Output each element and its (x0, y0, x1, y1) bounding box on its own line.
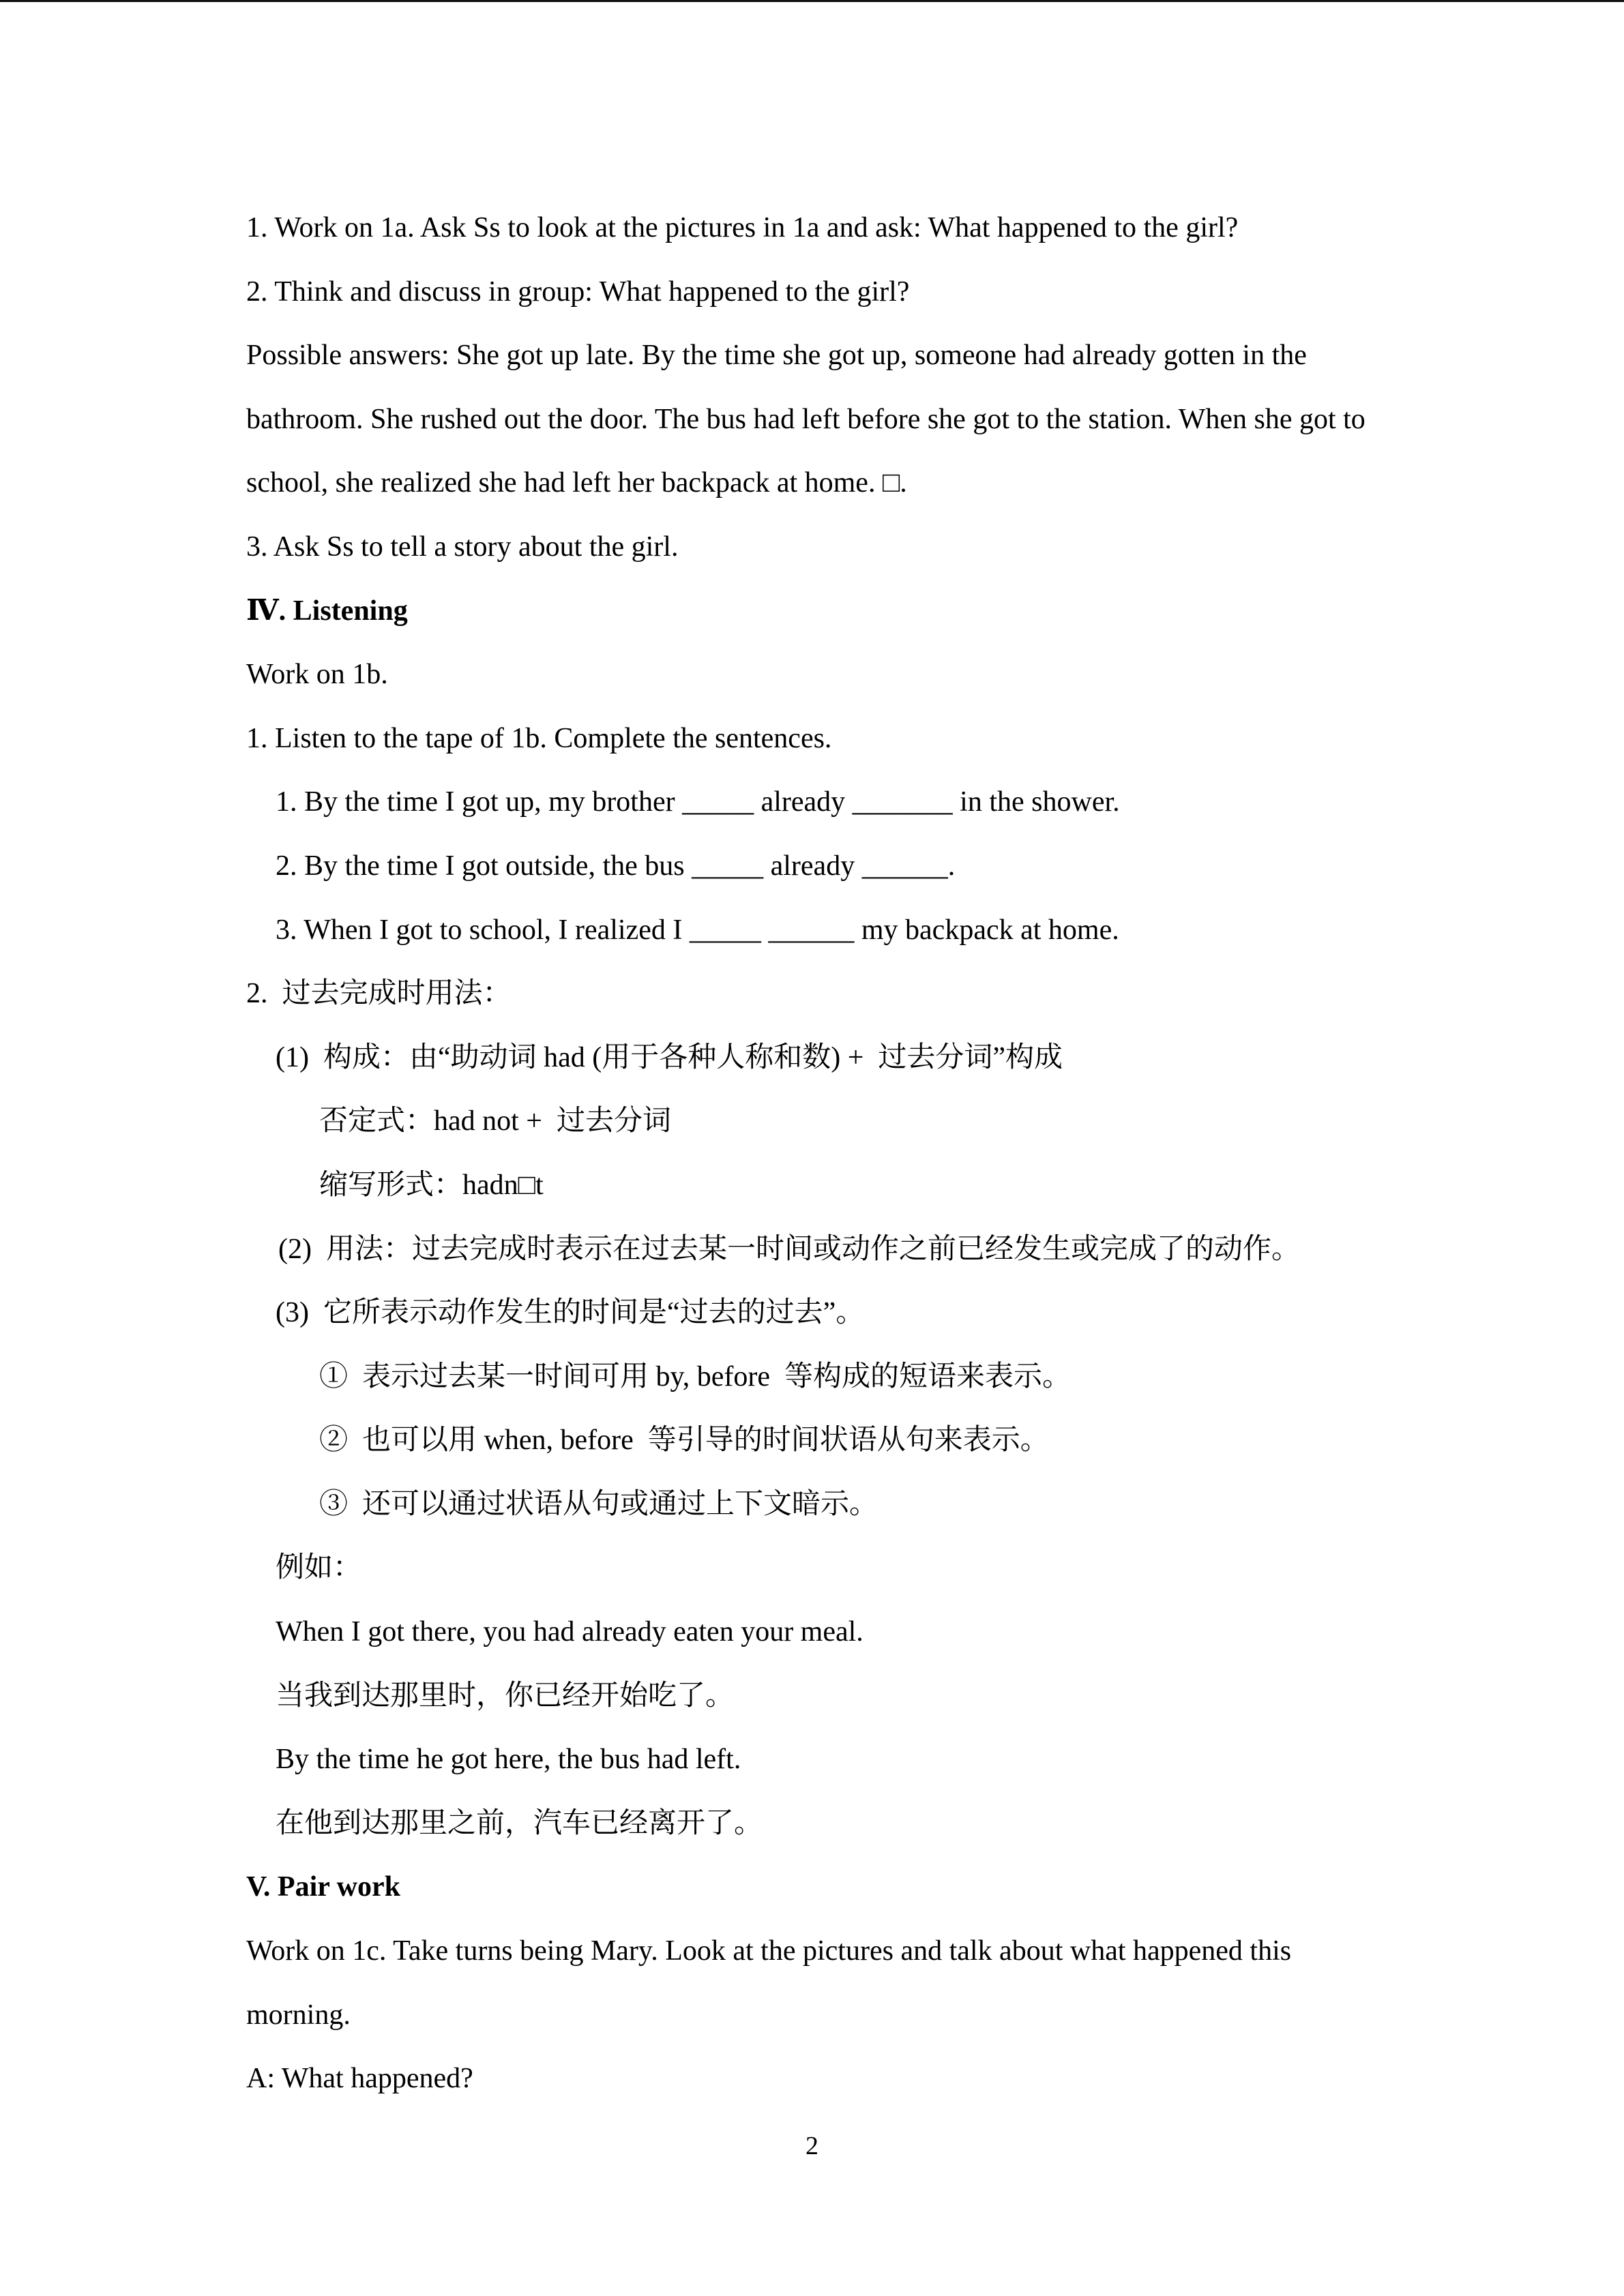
grammar-time: (3) 它所表示动作发生的时间是“过去的过去”。 (276, 1297, 865, 1329)
possible-answers-line-1: Possible answers: She got up late. By the time she got up, someone had already gotten in the (246, 340, 1307, 372)
examples-label: 例如： (276, 1552, 362, 1584)
listening-heading: Ⅳ. Listening (246, 595, 408, 627)
presentation-step-3: 3. Ask Ss to tell a story about the girl. (246, 531, 679, 563)
listening-sentence-1: 1. By the time I got up, my brother _____ already _______ in the shower. (276, 786, 1120, 818)
grammar-usage: (2) 用法：过去完成时表示在过去某一时间或动作之前已经发生或完成了的动作。 (278, 1233, 1300, 1265)
presentation-step-2: 2. Think and discuss in group: What happened to the girl? (246, 275, 910, 308)
pair-work-instruction-line-2: morning. (246, 1999, 351, 2031)
listening-intro: Work on 1b. (246, 659, 388, 691)
top-border (0, 0, 1624, 2)
pair-work-instruction-line-1: Work on 1c. Take turns being Mary. Look at the pictures and talk about what happened this (246, 1935, 1292, 1967)
dialogue-line-1: A: What happened? (246, 2063, 473, 2095)
page-number: 2 (806, 2132, 818, 2160)
listening-sentence-2: 2. By the time I got outside, the bus _____ already ______. (276, 850, 956, 882)
document-body (0, 196, 1624, 2111)
presentation-step-1: 1. Work on 1a. Ask Ss to look at the pictures in 1a and ask: What happened to the girl? (246, 212, 1239, 243)
example-2-chinese: 在他到达那里之前，汽车已经离开了。 (276, 1807, 763, 1839)
example-2-english: By the time he got here, the bus had left. (276, 1744, 741, 1776)
example-1-english: When I got there, you had already eaten your meal. (276, 1616, 863, 1648)
possible-answers-line-3: school, she realized she had left her backpack at home. □. (246, 467, 907, 499)
grammar-contraction: 缩写形式：hadn□t (319, 1169, 544, 1201)
grammar-form: (1) 构成：由“助动词 had (用于各种人称和数) + 过去分词”构成 (276, 1041, 1063, 1073)
grammar-negative: 否定式：had not + 过去分词 (319, 1105, 671, 1137)
listening-task: 1. Listen to the tape of 1b. Complete the sentences. (246, 722, 832, 754)
grammar-point-2: ② 也可以用 when, before 等引导的时间状语从句来表示。 (319, 1425, 1049, 1457)
pair-work-heading: V. Pair work (246, 1871, 400, 1903)
possible-answers-line-2: bathroom. She rushed out the door. The bus had left before she got to the station. When she got to (246, 403, 1365, 435)
listening-sentence-3: 3. When I got to school, I realized I _____ ______ my backpack at home. (276, 914, 1119, 946)
grammar-point-3: ③ 还可以通过状语从句或通过上下文暗示。 (319, 1488, 879, 1520)
grammar-title: 2. 过去完成时用法： (246, 978, 512, 1010)
grammar-point-1: ① 表示过去某一时间可用 by, before 等构成的短语来表示。 (319, 1360, 1072, 1392)
example-1-chinese: 当我到达那里时，你已经开始吃了。 (276, 1680, 735, 1712)
